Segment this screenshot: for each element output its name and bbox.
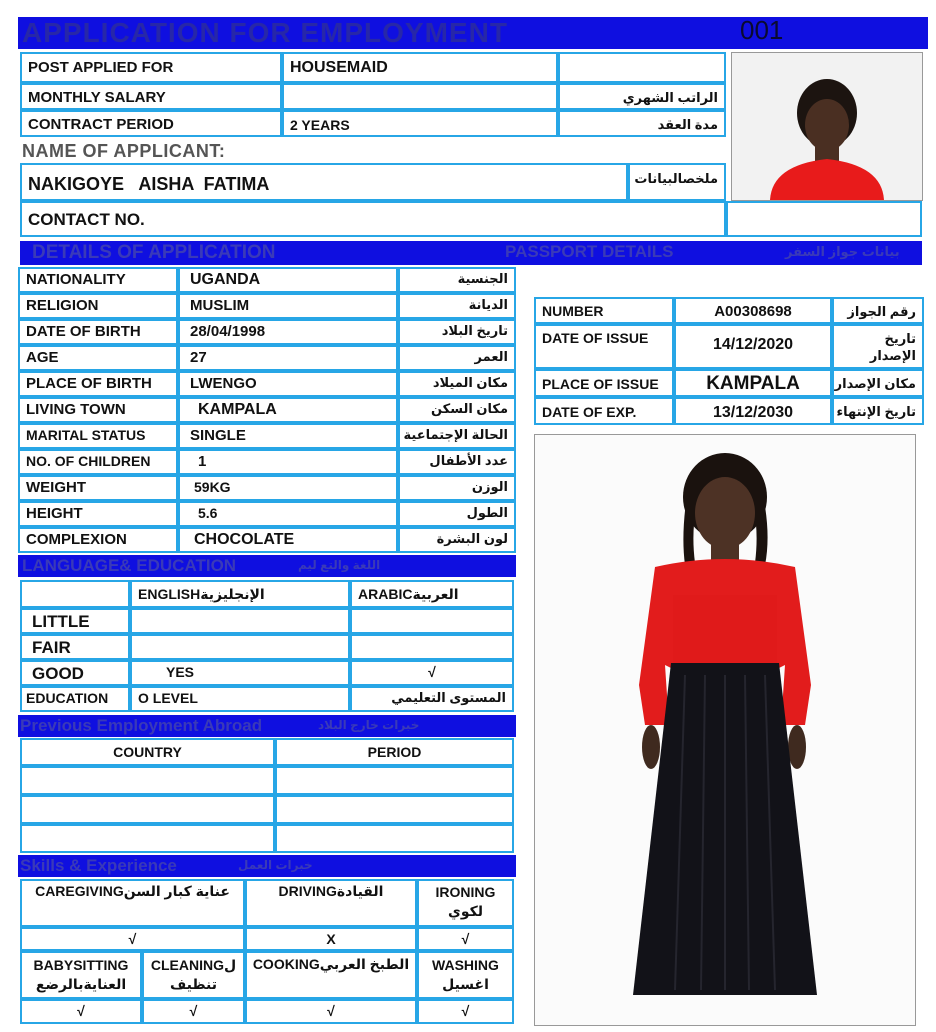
language-level-label: FAIR: [20, 634, 130, 660]
detail-label-ar: الحالة الإجتماعية: [398, 423, 516, 449]
skills-band: [18, 855, 516, 877]
previous-period-cell: [275, 824, 514, 853]
passport-heading: PASSPORT DETAILS: [505, 242, 674, 261]
english-level-value: [130, 608, 350, 634]
english-level-value: [130, 634, 350, 660]
applicant-name: NAKIGOYE AISHA FATIMA: [20, 163, 628, 201]
detail-label-ar: مكان الميلاد: [398, 371, 516, 397]
detail-label: WEIGHT: [18, 475, 178, 501]
detail-label: HEIGHT: [18, 501, 178, 527]
skill-mark: √: [417, 999, 514, 1024]
detail-value: SINGLE: [178, 423, 398, 449]
detail-label-ar: العمر: [398, 345, 516, 371]
previous-period-cell: [275, 795, 514, 824]
detail-value: 5.6: [178, 501, 398, 527]
detail-value: UGANDA: [178, 267, 398, 293]
previous-band: [18, 715, 516, 737]
contact-value: [726, 201, 922, 237]
detail-value: CHOCOLATE: [178, 527, 398, 553]
passport-label: DATE OF ISSUE: [534, 324, 674, 369]
detail-value: KAMPALA: [178, 397, 398, 423]
details-heading: DETAILS OF APPLICATION: [32, 242, 276, 263]
skill-ironing: IRONING لكوي: [417, 879, 514, 927]
salary-label-ar: الراتب الشهري: [558, 83, 726, 110]
passport-label: DATE OF EXP.: [534, 397, 674, 425]
title-band: [18, 17, 928, 49]
contract-label: CONTRACT PERIOD: [20, 110, 282, 137]
education-label-ar: المستوى التعليمي: [350, 686, 514, 712]
detail-label-ar: الديانة: [398, 293, 516, 319]
detail-label: NATIONALITY: [18, 267, 178, 293]
skill-washing: WASHING اغسيل: [417, 951, 514, 999]
skill-mark: √: [417, 927, 514, 951]
passport-label-ar: تاريخ الإنتهاء: [832, 397, 924, 425]
passport-label: NUMBER: [534, 297, 674, 324]
skills-heading-ar: خبرات العمل: [238, 858, 313, 872]
detail-label-ar: الطول: [398, 501, 516, 527]
detail-value: LWENGO: [178, 371, 398, 397]
english-heading: ENGLISHالإنجليزية: [130, 580, 350, 608]
skill-mark: X: [245, 927, 417, 951]
contact-label: CONTACT NO.: [20, 201, 726, 237]
detail-label: AGE: [18, 345, 178, 371]
applicant-name-ar: ملخصالبيانات: [628, 163, 726, 201]
passport-label: PLACE OF ISSUE: [534, 369, 674, 397]
language-heading-ar: اللغة والتع ليم: [298, 558, 381, 572]
detail-label: RELIGION: [18, 293, 178, 319]
salary-label: MONTHLY SALARY: [20, 83, 282, 110]
language-band: [18, 555, 516, 577]
previous-period-cell: [275, 766, 514, 795]
detail-label-ar: الجنسية: [398, 267, 516, 293]
education-label: EDUCATION: [20, 686, 130, 712]
name-heading: NAME OF APPLICANT:: [22, 141, 226, 161]
detail-label: NO. OF CHILDREN: [18, 449, 178, 475]
previous-country-cell: [20, 795, 275, 824]
contract-value: 2 YEARS: [282, 110, 558, 137]
skill-babysitting: BABYSITTING العنايةبالرضع: [20, 951, 142, 999]
applicant-portrait-photo: [731, 52, 923, 201]
language-level-label: GOOD: [20, 660, 130, 686]
skill-cleaning: CLEANINGل تنظيف: [142, 951, 245, 999]
skill-mark: √: [20, 927, 245, 951]
period-heading: PERIOD: [275, 738, 514, 766]
english-level-value: YES: [130, 660, 350, 686]
detail-label-ar: تاريخ البلاد: [398, 319, 516, 345]
passport-value: A00308698: [674, 297, 832, 324]
applicant-full-body-photo: [534, 434, 916, 1026]
salary-value: [282, 83, 558, 110]
language-corner: [20, 580, 130, 608]
previous-country-cell: [20, 824, 275, 853]
post-label: POST APPLIED FOR: [20, 52, 282, 83]
detail-label-ar: عدد الأطفال: [398, 449, 516, 475]
contract-label-ar: مدة العقد: [558, 110, 726, 137]
detail-value: MUSLIM: [178, 293, 398, 319]
arabic-heading: ARABICالعربية: [350, 580, 514, 608]
skill-mark: √: [142, 999, 245, 1024]
skill-mark: √: [20, 999, 142, 1024]
detail-label: DATE OF BIRTH: [18, 319, 178, 345]
detail-label: MARITAL STATUS: [18, 423, 178, 449]
post-value: HOUSEMAID: [282, 52, 558, 83]
details-band: [20, 241, 922, 265]
passport-value: 14/12/2020: [674, 324, 832, 369]
previous-heading: Previous Employment Abroad: [20, 716, 263, 735]
detail-label: LIVING TOWN: [18, 397, 178, 423]
detail-value: 28/04/1998: [178, 319, 398, 345]
arabic-level-value: √: [350, 660, 514, 686]
arabic-level-value: [350, 634, 514, 660]
previous-country-cell: [20, 766, 275, 795]
detail-label-ar: الوزن: [398, 475, 516, 501]
country-heading: COUNTRY: [20, 738, 275, 766]
skill-mark: √: [245, 999, 417, 1024]
detail-label-ar: مكان السكن: [398, 397, 516, 423]
detail-label: PLACE OF BIRTH: [18, 371, 178, 397]
previous-heading-ar: خبرات خارج البلاد: [318, 718, 420, 732]
passport-value: KAMPALA: [674, 369, 832, 397]
detail-value: 59KG: [178, 475, 398, 501]
detail-label-ar: لون البشرة: [398, 527, 516, 553]
language-heading: LANGUAGE& EDUCATION: [22, 556, 237, 575]
passport-label-ar: مكان الإصدار: [832, 369, 924, 397]
education-value: O LEVEL: [130, 686, 350, 712]
language-level-label: LITTLE: [20, 608, 130, 634]
reference-number: 001: [740, 15, 784, 45]
passport-label-ar: تاريخ الإصدار: [832, 324, 924, 369]
page-title: APPLICATION FOR EMPLOYMENT: [22, 17, 508, 48]
arabic-level-value: [350, 608, 514, 634]
skills-heading: Skills & Experience: [20, 856, 177, 875]
passport-value: 13/12/2030: [674, 397, 832, 425]
passport-label-ar: رقم الجواز: [832, 297, 924, 324]
post-extra: [558, 52, 726, 83]
skill-cooking: COOKINGالطبخ العربي: [245, 951, 417, 999]
detail-label: COMPLEXION: [18, 527, 178, 553]
detail-value: 27: [178, 345, 398, 371]
skill-driving: DRIVINGالقيادة: [245, 879, 417, 927]
passport-heading-ar: بيانات جواز السفر: [785, 244, 900, 259]
detail-value: 1: [178, 449, 398, 475]
skill-caregiving: CAREGIVINGعناية كبار السن: [20, 879, 245, 927]
